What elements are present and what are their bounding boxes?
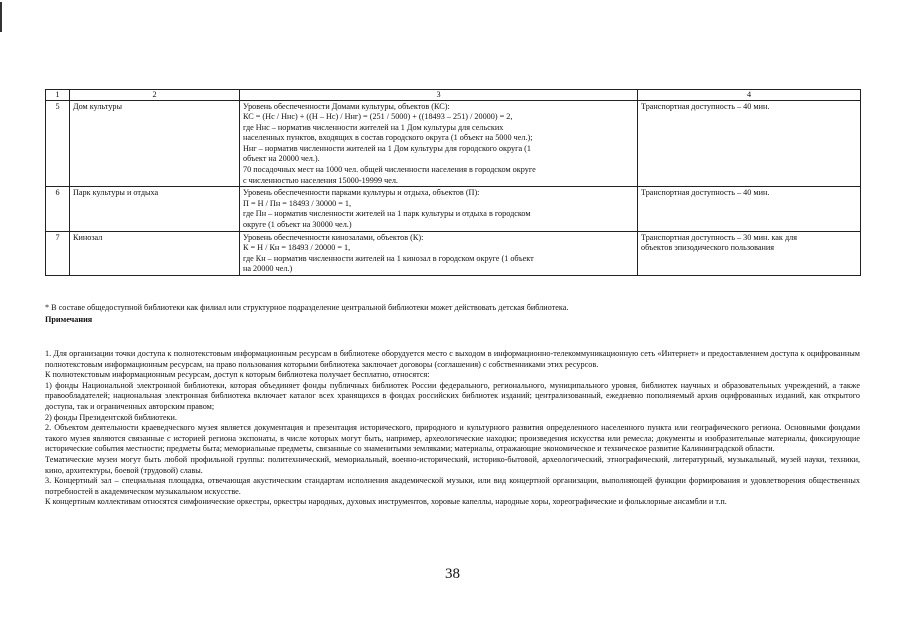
- facility-name: Кинозал: [70, 231, 240, 275]
- notes-section: [45, 349, 860, 508]
- notes-heading: Примечания: [45, 315, 93, 324]
- requirement-line: 70 посадочных мест на 1000 чел. общей численности населения в городском округе: [243, 165, 536, 175]
- transport-accessibility: [638, 187, 861, 231]
- requirement-line: где Ннс – норматив численности жителей на 1 Дом культуры для сельских: [243, 122, 504, 132]
- note-paragraph: 2) фонды Президентской библиотеки.: [45, 412, 177, 422]
- note-paragraph: 2. Объектом деятельности краеведческого музея является документация и презентация исторического, природного и культурного развития определенного населенного пункта или географического региона. Основными фондами такого музея являются связанные с историей региона экспонаты, в числе которых могут быть, например, археологические находки; произведения искусства или ремесла; документы и изобразительные материалы, фиксирующие исторические события местности; предметы быта; мемориальные предметы, связанные со знаменитыми земляками; материалы, отражающие экономическое и техническое развитие Калининградской области.: [45, 423, 860, 454]
- requirement-line: где Кн – норматив численности жителей на 1 кинозал в городском округе (1 объект: [243, 253, 534, 263]
- requirement-line: где Пн – норматив численности жителей на 1 парк культуры и отдыха в городском: [243, 209, 531, 219]
- requirement-line: Ннг – норматив численности жителей на 1 Дом культуры для городского округа (1: [243, 143, 531, 153]
- row-number: 7: [46, 231, 70, 275]
- requirement-line: с численностью населения 15000-19999 чел.: [243, 175, 398, 185]
- requirement-line: населенных пунктов, входящих в состав городского округа (1 объект на 5000 чел.);: [243, 133, 533, 143]
- requirement-line: на 20000 чел.): [243, 264, 293, 274]
- requirement-line: Уровень обеспеченности кинозалами, объектов (К):: [243, 232, 424, 242]
- page-number: 38: [445, 566, 460, 582]
- header-cell: 1: [46, 90, 70, 101]
- transport-accessibility: [638, 231, 861, 275]
- header-cell: 2: [70, 90, 240, 101]
- transport-accessibility: [638, 100, 861, 187]
- table-row: [46, 100, 861, 187]
- requirement-line: К = Н / Кн = 18493 / 20000 = 1,: [243, 243, 351, 253]
- requirement-line: объект на 20000 чел.).: [243, 154, 320, 164]
- header-cell: 4: [638, 90, 861, 101]
- requirement-line: Уровень обеспеченности Домами культуры, объектов (КС):: [243, 101, 450, 111]
- facility-name: Дом культуры: [70, 100, 240, 187]
- facility-requirement: [240, 187, 638, 231]
- accessibility-line: Транспортная доступность – 40 мин.: [641, 188, 770, 198]
- table-row: [46, 187, 861, 231]
- header-cell: 3: [240, 90, 638, 101]
- accessibility-line: объектов эпизодического пользования: [641, 243, 775, 253]
- requirement-line: Уровень обеспеченности парками культуры и отдыха, объектов (П):: [243, 188, 480, 198]
- facility-requirement: [240, 231, 638, 275]
- note-paragraph: Тематические музеи могут быть любой профильной группы: политехнический, мемориальный, военно-исторический, историко-бытовой, археологический, этнографический, литературный, музыкальный, музей науки, техники, кино, архитектуры, боевой (трудовой) славы.: [45, 454, 860, 475]
- accessibility-line: Транспортная доступность – 30 мин. как для: [641, 232, 797, 242]
- requirement-line: округе (1 объект на 30000 чел.): [243, 220, 352, 230]
- requirement-line: П = Н / Пн = 18493 / 30000 = 1,: [243, 198, 352, 208]
- accessibility-line: Транспортная доступность – 40 мин.: [641, 101, 770, 111]
- row-number: 6: [46, 187, 70, 231]
- requirement-line: КС = (Нс / Ннс) + ((Н – Нс) / Ннг) = (251 / 5000) + ((18493 – 251) / 20000) = 2,: [243, 112, 513, 122]
- note-paragraph: 3. Концертный зал – специальная площадка, отвечающая акустическим стандартам исполнения академической музыки, или вид концертной организации, выполняющей функции формирования и удовлетворения общественных потребностей в академическом музыкальном искусстве.: [45, 476, 860, 496]
- table-header-row: [46, 90, 861, 101]
- table-row: [46, 231, 861, 275]
- scan-edge-mark: [0, 2, 2, 32]
- table-footnote: * В составе общедоступной библиотеки как филиал или структурное подразделение центральной библиотеки может действовать детская библиотека.: [45, 303, 569, 312]
- note-paragraph: К концертным коллективам относятся симфонические оркестры, оркестры народных, духовых инструментов, хоровые капеллы, народные хоры, хореографические и фольклорные ансамбли и т.п.: [45, 497, 727, 507]
- row-number: 5: [46, 100, 70, 187]
- facility-name: Парк культуры и отдыха: [70, 187, 240, 231]
- note-paragraph: 1) фонды Национальной электронной библиотеки, которая объединяет фонды публичных библиотек России федерального, регионального, муниципального уровня, библиотек научных и образовательных учреждений, а также правообладателей; национальная электронная библиотека включает каталог всех хранящихся в фондах российских библиотек изданий; централизованный, ежедневно пополняемый архив оцифрованных изданий, как открытого доступа, так и ограниченных авторским правом;: [45, 380, 860, 411]
- facility-requirement: [240, 100, 638, 187]
- facilities-table: [45, 89, 861, 276]
- note-paragraph: 1. Для организации точки доступа к полнотекстовым информационным ресурсам в библиотеке оборудуется место с выходом в информационно-телекоммуникационную сеть «Интернет» и предоставлением доступа к оцифрованным полнотекстовым информационным ресурсам, на право пользования которыми библиотека заключает договоры (соглашения) с собственниками этих ресурсов.: [45, 349, 860, 369]
- note-paragraph: К полнотекстовым информационным ресурсам, доступ к которым библиотека получает бесплатно, относятся:: [45, 370, 430, 380]
